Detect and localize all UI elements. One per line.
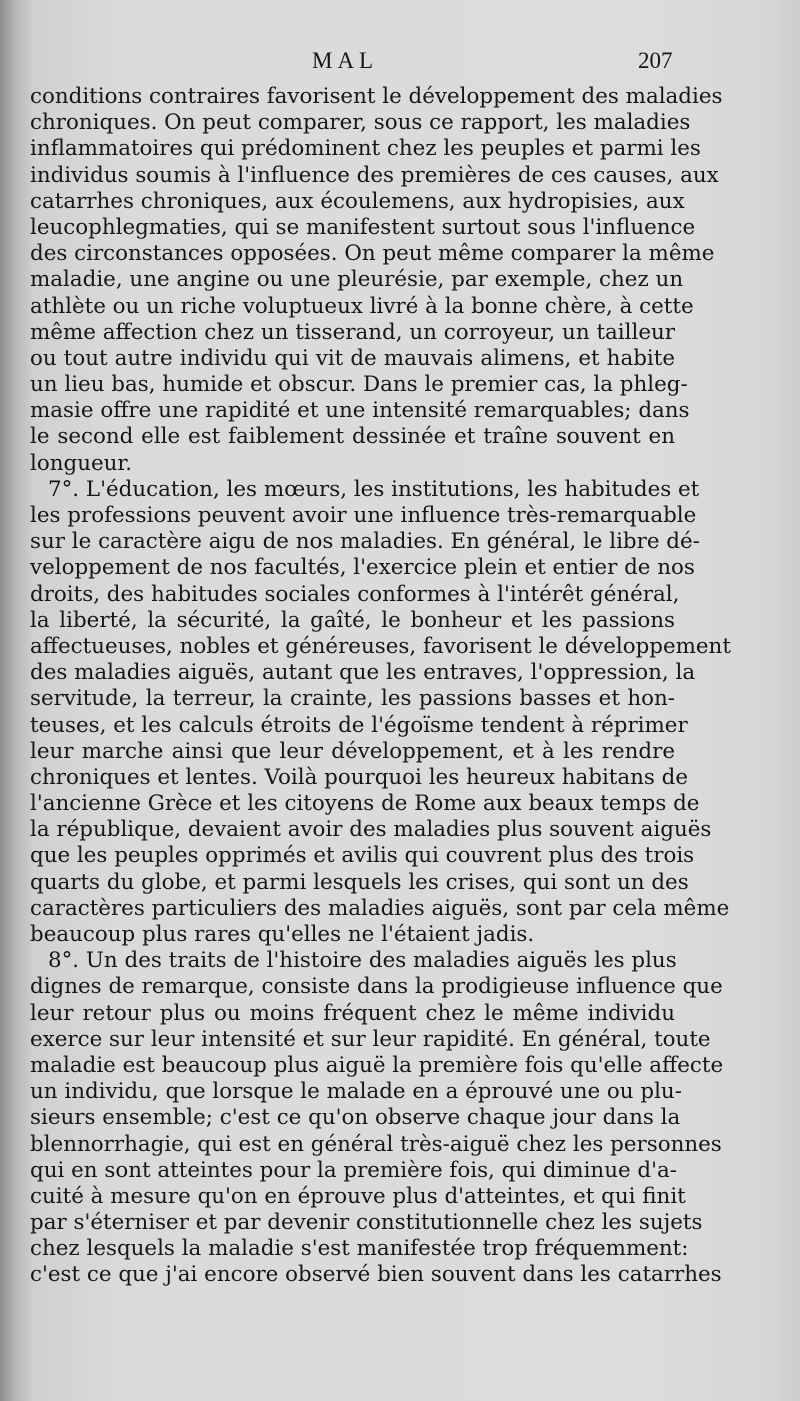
- text-line: quarts du globe, et parmi lesquels les crises, qui sont un des: [30, 869, 689, 895]
- text-line: chez lesquels la maladie s'est manifestée trop fréquemment:: [30, 1236, 689, 1262]
- text-line: exerce sur leur intensité et sur leur rapidité. En général, toute: [30, 1026, 711, 1052]
- text-line: leur marche ainsi que leur développement, et à les rendre: [30, 738, 675, 764]
- text-line: des circonstances opposées. On peut même comparer la même: [30, 241, 715, 267]
- text-line: dignes de remarque, consiste dans la prodigieuse influence que: [30, 974, 723, 1000]
- text-line: inflammatoires qui prédominent chez les peuples et parmi les: [30, 136, 701, 162]
- page-header: [0, 48, 800, 82]
- text-line: le second elle est faiblement dessinée et traîne souvent en: [30, 424, 675, 450]
- text-line: par s'éterniser et par devenir constitutionnelle chez les sujets: [30, 1210, 703, 1236]
- text-line: athlète ou un riche voluptueux livré à la bonne chère, à cette: [30, 293, 694, 319]
- text-line: sieurs ensemble; c'est ce qu'on observe chaque jour dans la: [30, 1105, 681, 1131]
- text-line: veloppement de nos facultés, l'exercice plein et entier de nos: [30, 555, 695, 581]
- text-line: servitude, la terreur, la crainte, les passions basses et hon-: [30, 686, 675, 712]
- paragraph-start-line: 7°. L'éducation, les mœurs, les institutions, les habitudes et: [48, 476, 700, 502]
- text-line: chroniques et lentes. Voilà pourquoi les heureux habitans de: [30, 764, 689, 790]
- text-line: un individu, que lorsque le malade en a éprouvé une ou plu-: [30, 1079, 682, 1105]
- text-line: longueur.: [30, 450, 133, 476]
- paragraph-start-line: 8°. Un des traits de l'histoire des maladies aiguës les plus: [48, 948, 677, 974]
- text-line: chroniques. On peut comparer, sous ce rapport, les maladies: [30, 110, 691, 136]
- text-line: leucophlegmaties, qui se manifestent surtout sous l'influence: [30, 214, 696, 240]
- text-line: droits, des habitudes sociales conformes à l'intérêt général,: [30, 581, 680, 607]
- text-line: cuité à mesure qu'on en éprouve plus d'atteintes, et qui finit: [30, 1183, 686, 1209]
- text-line: caractères particuliers des maladies aiguës, sont par cela même: [30, 895, 730, 921]
- text-line: maladie est beaucoup plus aiguë la première fois qu'elle affecte: [30, 1052, 724, 1078]
- text-line: leur retour plus ou moins fréquent chez le même individu: [30, 1000, 675, 1026]
- text-line: un lieu bas, humide et obscur. Dans le premier cas, la phleg-: [30, 372, 688, 398]
- text-line: catarrhes chroniques, aux écoulemens, aux hydropisies, aux: [30, 188, 685, 214]
- page-number: 207: [638, 48, 673, 73]
- body-text: [30, 84, 731, 1289]
- text-line: qui en sont atteintes pour la première fois, qui diminue d'a-: [30, 1157, 677, 1183]
- text-line: individus soumis à l'influence des premières de ces causes, aux: [30, 162, 719, 188]
- text-line: masie offre une rapidité et une intensité remarquables; dans: [30, 398, 690, 424]
- text-line: conditions contraires favorisent le développement des maladies: [30, 84, 723, 109]
- text-line: c'est ce que j'ai encore observé bien souvent dans les catarrhes: [30, 1262, 722, 1288]
- text-line: teuses, et les calculs étroits de l'égoïsme tendent à réprimer: [30, 712, 688, 738]
- text-line: maladie, une angine ou une pleurésie, par exemple, chez un: [30, 267, 684, 293]
- text-line: même affection chez un tisserand, un corroyeur, un tailleur: [30, 319, 675, 345]
- text-line: blennorrhagie, qui est en général très-aiguë chez les personnes: [30, 1131, 722, 1157]
- running-head: MAL: [312, 48, 379, 73]
- text-line: la république, devaient avoir des maladies plus souvent aiguës: [30, 817, 712, 843]
- text-line: les professions peuvent avoir une influence très-remarquable: [30, 503, 697, 528]
- text-line: beaucoup plus rares qu'elles ne l'étaient jadis.: [30, 922, 535, 947]
- text-line: que les peuples opprimés et avilis qui couvrent plus des trois: [30, 843, 695, 869]
- text-line: sur le caractère aigu de nos maladies. En général, le libre dé-: [30, 529, 700, 555]
- text-line: des maladies aiguës, autant que les entraves, l'oppression, la: [30, 660, 696, 686]
- text-line: ou tout autre individu qui vit de mauvais alimens, et habite: [30, 345, 675, 371]
- text-line: affectueuses, nobles et généreuses, favorisent le développement: [30, 633, 731, 659]
- text-line: l'ancienne Grèce et les citoyens de Rome aux beaux temps de: [30, 791, 700, 817]
- text-line: la liberté, la sécurité, la gaîté, le bonheur et les passions: [30, 607, 675, 633]
